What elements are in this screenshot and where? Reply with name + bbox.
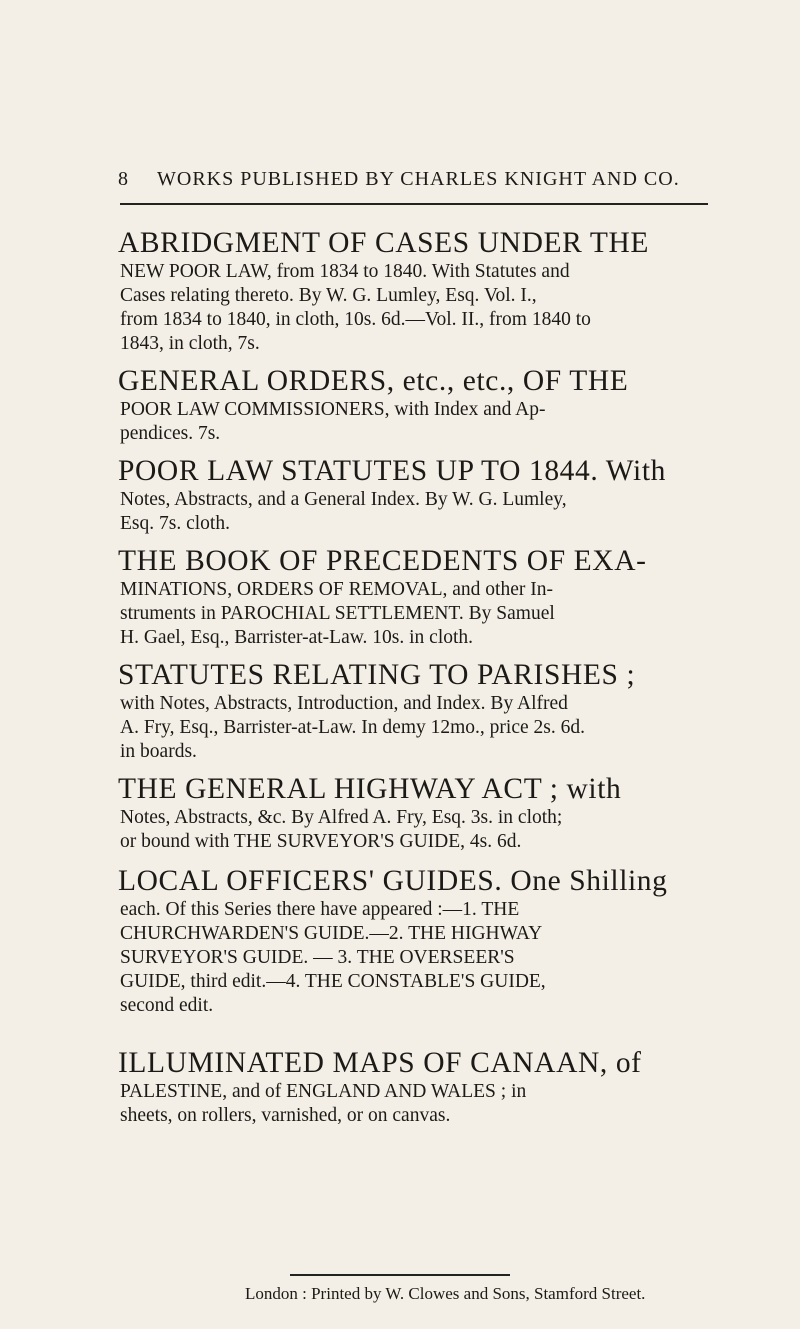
entry-line: second edit. [120,995,214,1016]
running-header [118,168,708,191]
entry-body [118,578,718,650]
entry-line: A. Fry, Esq., Barrister-at-Law. In demy 12mo., price 2s. 6d. [120,717,585,738]
entry-line: sheets, on rollers, varnished, or on canvas. [120,1105,451,1126]
entry-body [118,898,718,1018]
entry-body [118,398,718,446]
footer-rule [290,1274,510,1276]
printer-imprint: London : Printed by W. Clowes and Sons, Stamford Street. [245,1284,646,1303]
entry-line: MINATIONS, ORDERS OF REMOVAL, and other In- [120,579,553,600]
entry-heading: ILLUMINATED MAPS OF CANAAN, of [118,1047,642,1079]
catalog-entry-illuminated-maps [118,1046,718,1128]
entry-line: CHURCHWARDEN'S GUIDE.—2. THE HIGHWAY [120,923,543,944]
entry-heading: THE GENERAL HIGHWAY ACT ; with [118,773,622,805]
entry-line: H. Gael, Esq., Barrister-at-Law. 10s. in cloth. [120,627,474,648]
running-title: WORKS PUBLISHED BY CHARLES KNIGHT AND CO. [157,168,680,190]
entry-line: POOR LAW COMMISSIONERS, with Index and Ap- [120,399,546,420]
entry-line: struments in PAROCHIAL SETTLEMENT. By Samuel [120,603,555,624]
entry-line: 1843, in cloth, 7s. [120,333,260,354]
catalog-entry-book-of-precedents [118,544,718,650]
entry-line: or bound with THE SURVEYOR'S GUIDE, 4s. 6d. [120,831,522,852]
entry-line: Notes, Abstracts, and a General Index. By W. G. Lumley, [120,489,567,510]
entry-line: each. Of this Series there have appeared :—1. THE [120,899,520,920]
entry-line: Esq. 7s. cloth. [120,513,230,534]
entry-heading: THE BOOK OF PRECEDENTS OF EXA- [118,545,647,577]
catalog-entry-local-officers-guides [118,864,718,1018]
entry-heading: POOR LAW STATUTES UP TO 1844. With [118,455,667,487]
entry-body [118,806,718,854]
entry-line: PALESTINE, and of ENGLAND AND WALES ; in [120,1081,527,1102]
header-rule [120,203,708,205]
entry-heading: ABRIDGMENT OF CASES UNDER THE [118,227,649,259]
catalog-entry-statutes-parishes [118,658,718,764]
entry-line: SURVEYOR'S GUIDE. — 3. THE OVERSEER'S [120,947,515,968]
entry-line: with Notes, Abstracts, Introduction, and Index. By Alfred [120,693,568,714]
catalog-entry-general-orders [118,364,718,446]
catalog-entry-highway-act [118,772,718,854]
entry-heading: GENERAL ORDERS, etc., etc., OF THE [118,365,629,397]
entry-line: in boards. [120,741,197,762]
entry-body [118,692,718,764]
entry-heading: LOCAL OFFICERS' GUIDES. One Shilling [118,865,668,897]
entry-body [118,260,718,356]
entry-heading: STATUTES RELATING TO PARISHES ; [118,659,636,691]
catalog-entry-poor-law-statutes [118,454,718,536]
entry-line: from 1834 to 1840, in cloth, 10s. 6d.—Vol. II., from 1840 to [120,309,591,330]
entry-line: GUIDE, third edit.—4. THE CONSTABLE'S GUIDE, [120,971,546,992]
catalog-entry-abridgment [118,226,718,356]
page-number: 8 [118,168,129,190]
entry-body [118,488,718,536]
entry-line: NEW POOR LAW, from 1834 to 1840. With Statutes and [120,261,570,282]
entry-line: pendices. 7s. [120,423,221,444]
entry-body [118,1080,718,1128]
entry-line: Notes, Abstracts, &c. By Alfred A. Fry, Esq. 3s. in cloth; [120,807,563,828]
entry-line: Cases relating thereto. By W. G. Lumley, Esq. Vol. I., [120,285,537,306]
